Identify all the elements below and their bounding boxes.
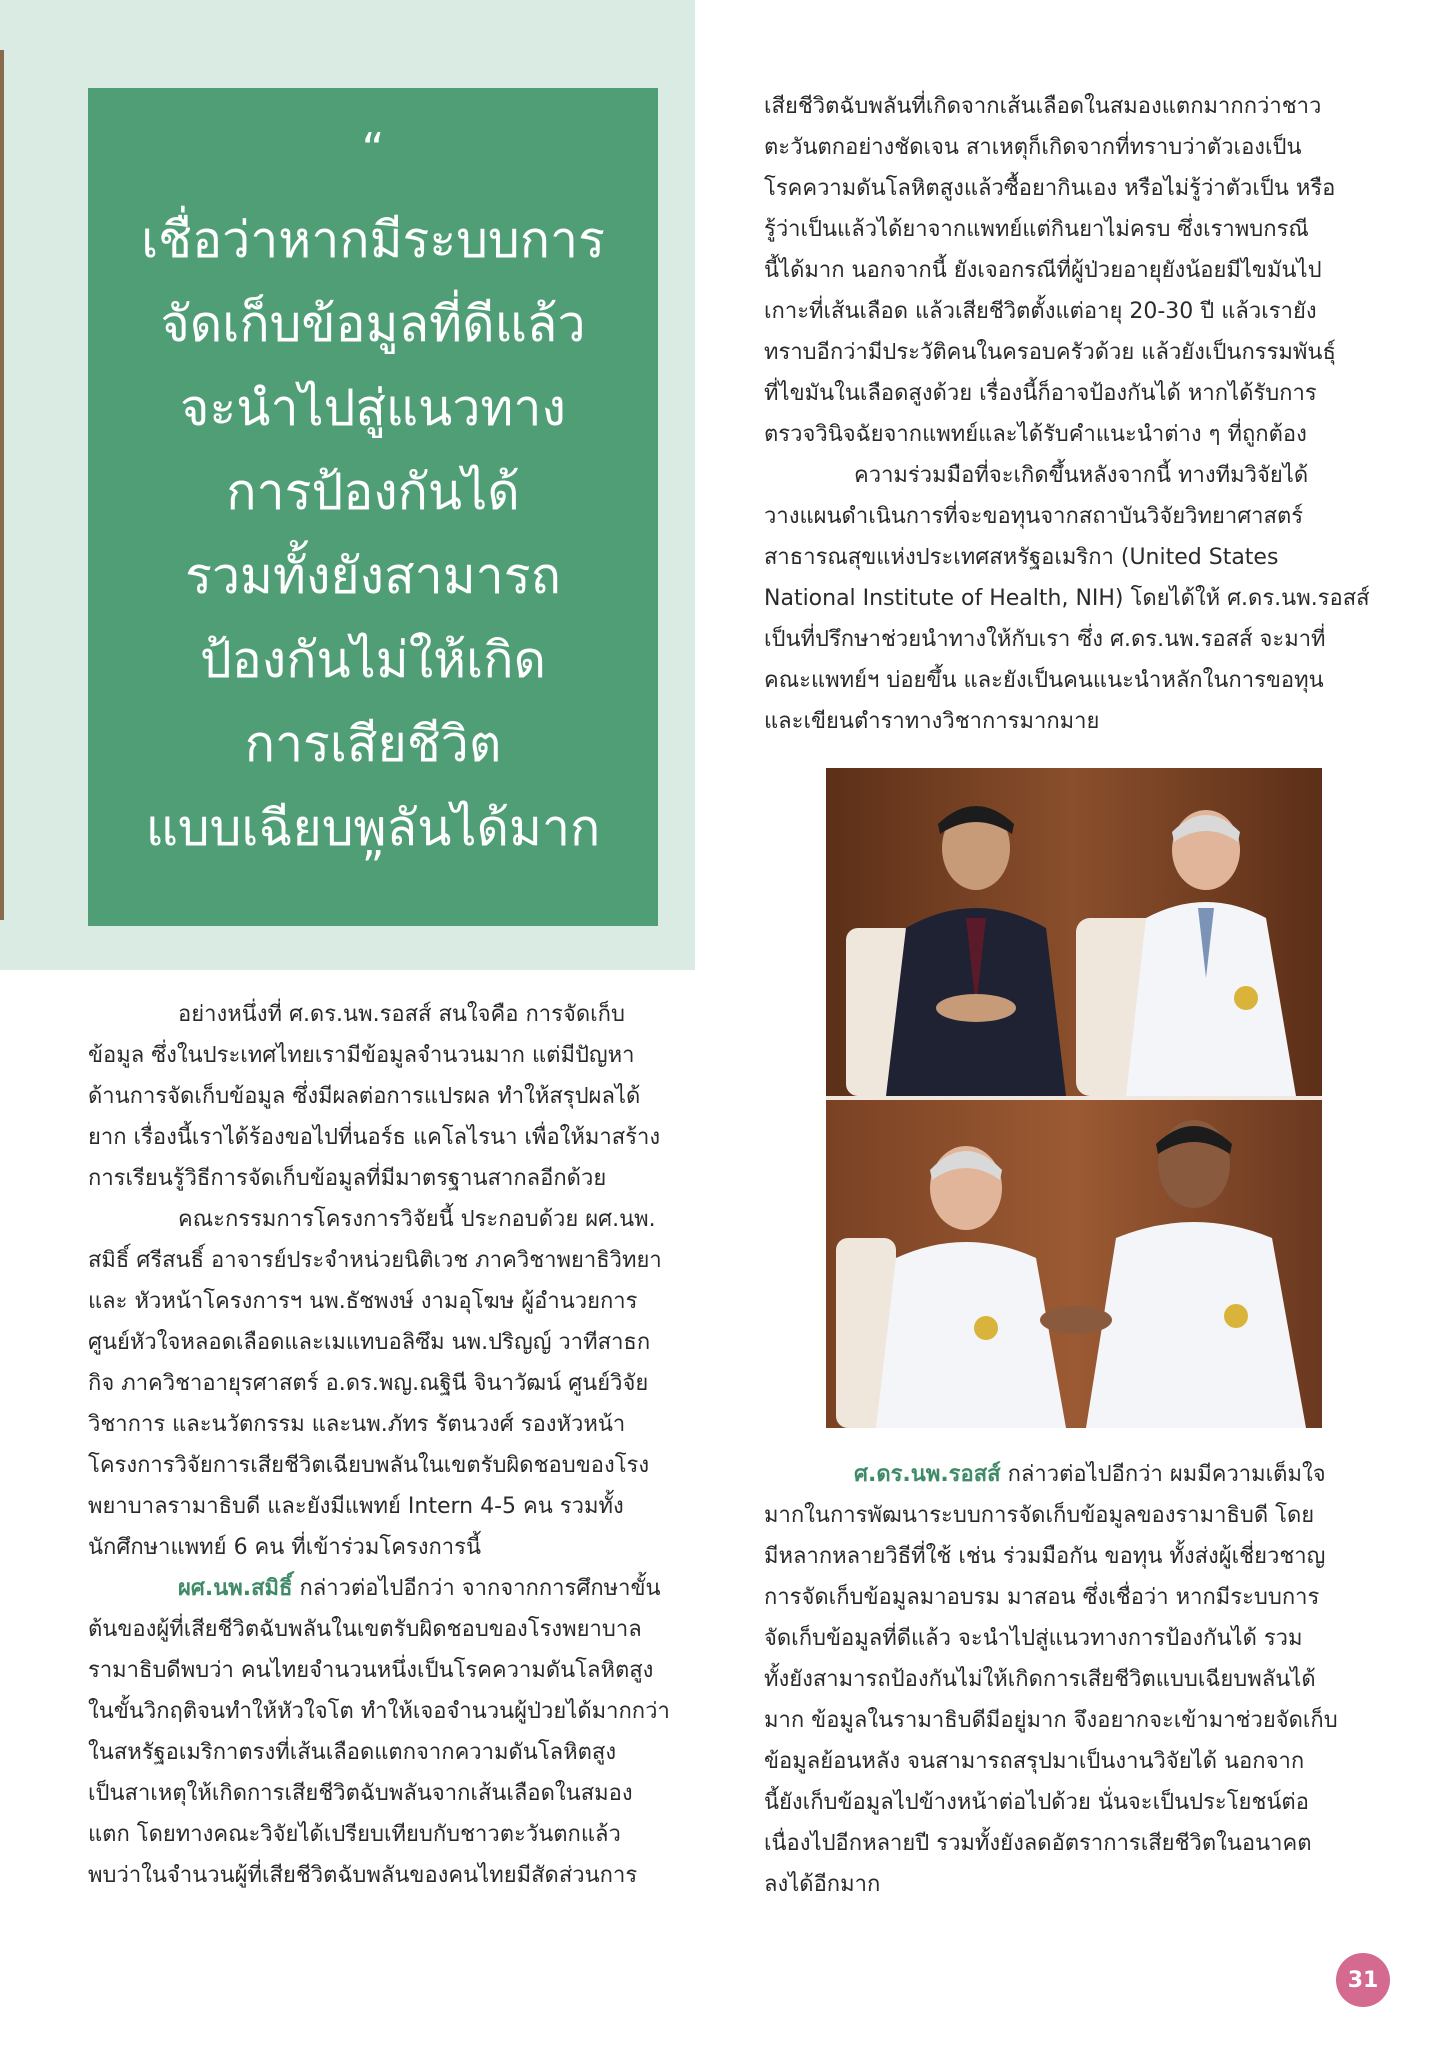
text-line: นี้ได้มาก นอกจากนี้ ยังเจอกรณีที่ผู้ป่วยอายุยังน้อยมีไขมันไป (764, 258, 1322, 283)
text-line: มาก ข้อมูลในรามาธิบดีมีอยู่มาก จึงอยากจะเข้ามาช่วยจัดเก็บ (764, 1708, 1338, 1733)
pull-quote-line: แบบเฉียบพลันได้มาก (145, 799, 601, 857)
text-line: มากในการพัฒนาระบบการจัดเก็บข้อมูลของรามาธิบดี โดย (764, 1503, 1315, 1528)
text-line: และ หัวหน้าโครงการฯ นพ.ธัชพงษ์ งามอุโฆษ ผู้อำนวยการ (88, 1289, 638, 1314)
text-line: สาธารณสุขแห่งประเทศสหรัฐอเมริกา (United States (764, 545, 1279, 570)
text-line: ด้านการจัดเก็บข้อมูล ซึ่งมีผลต่อการแปรผล ทำให้สรุปผลได้ (88, 1084, 641, 1109)
text-line: ทั้งยังสามารถป้องกันไม่ให้เกิดการเสียชีวิตแบบเฉียบพลันได้ (764, 1667, 1316, 1692)
text-line: ความร่วมมือที่จะเกิดขึ้นหลังจากนี้ ทางทีมวิจัยได้ (854, 463, 1309, 488)
text-line: กิจ ภาควิชาอายุรศาสตร์ อ.ดร.พญ.ณฐินี จินาวัฒน์ ศูนย์วิจัย (88, 1371, 649, 1396)
text-run: กล่าวต่อไปอีกว่า ผมมีความเต็มใจ (1000, 1462, 1326, 1487)
pull-quote-box (88, 88, 658, 926)
text-line: การเรียนรู้วิธีการจัดเก็บข้อมูลที่มีมาตรฐานสากลอีกด้วย (88, 1166, 607, 1191)
paragraph (764, 86, 1378, 455)
left-photo-edge (0, 50, 4, 920)
text-line (764, 1454, 1378, 1495)
text-line: อย่างหนึ่งที่ ศ.ดร.นพ.รอสส์ สนใจคือ การจัดเก็บ (178, 1002, 625, 1027)
text-line: การจัดเก็บข้อมูลมาอบรม มาสอน ซึ่งเชื่อว่า หากมีระบบการ (764, 1585, 1320, 1610)
text-line: นี้ยังเก็บข้อมูลไปข้างหน้าต่อไปด้วย นั่นจะเป็นประโยชน์ต่อ (764, 1790, 1309, 1815)
text-line: ในขั้นวิกฤติจนทำให้หัวใจโต ทำให้เจอจำนวนผู้ป่วยได้มากกว่า (88, 1699, 670, 1724)
pull-quote-line: การป้องกันได้ (226, 463, 520, 521)
open-quote-mark: “ (361, 124, 385, 175)
page-number: 31 (1347, 1967, 1379, 1993)
text-line (88, 1568, 696, 1609)
text-line: คณะกรรมการโครงการวิจัยนี้ ประกอบด้วย ผศ.นพ. (178, 1207, 656, 1232)
right-column-body-bottom (764, 1454, 1378, 1905)
text-run: กล่าวต่อไปอีกว่า จากจากการศึกษาขั้น (292, 1576, 661, 1601)
text-line: วางแผนดำเนินการที่จะขอทุนจากสถาบันวิจัยวิทยาศาสตร์ (764, 504, 1304, 529)
text-line: ข้อมูลย้อนหลัง จนสามารถสรุปมาเป็นงานวิจัยได้ นอกจาก (764, 1749, 1305, 1774)
text-line: เป็นที่ปรึกษาช่วยนำทางให้กับเรา ซึ่ง ศ.ดร.นพ.รอสส์ จะมาที่ (764, 627, 1326, 652)
text-line: รามาธิบดีพบว่า คนไทยจำนวนหนึ่งเป็นโรคความดันโลหิตสูง (88, 1658, 654, 1683)
text-line: National Institute of Health, NIH) โดยได้ให้ ศ.ดร.นพ.รอสส์ (764, 586, 1370, 611)
speaker-name: ศ.ดร.นพ.รอสส์ (854, 1462, 1001, 1487)
text-line: เกาะที่เส้นเลือด แล้วเสียชีวิตตั้งแต่อายุ 20-30 ปี แล้วเรายัง (764, 299, 1317, 324)
text-line: สมิธิ์ ศรีสนธิ์ อาจารย์ประจำหน่วยนิติเวช ภาควิชาพยาธิวิทยา (88, 1248, 662, 1273)
text-line: ตะวันตกอย่างชัดเจน สาเหตุก็เกิดจากที่ทราบว่าตัวเองเป็น (764, 135, 1302, 160)
speaker-name: ผศ.นพ.สมิธิ์ (178, 1576, 293, 1601)
text-line: ตรวจวินิจฉัยจากแพทย์และได้รับคำแนะนำต่าง ๆ ที่ถูกต้อง (764, 422, 1307, 447)
text-line: และเขียนตำราทางวิชาการมากมาย (764, 709, 1100, 734)
text-line: เสียชีวิตฉับพลันที่เกิดจากเส้นเลือดในสมองแตกมากกว่าชาว (764, 94, 1322, 119)
photo-divider (826, 1096, 1322, 1100)
text-line: ข้อมูล ซึ่งในประเทศไทยเรามีข้อมูลจำนวนมาก แต่มีปัญหา (88, 1043, 635, 1068)
pull-quote-line: จัดเก็บข้อมูลที่ดีแล้ว (160, 295, 586, 353)
text-line: มีหลากหลายวิธีที่ใช้ เช่น ร่วมมือกัน ขอทุน ทั้งส่งผู้เชี่ยวชาญ (764, 1544, 1326, 1569)
pull-quote-line: รวมทั้งยังสามารถ (185, 547, 561, 605)
text-line: แตก โดยทางคณะวิจัยได้เปรียบเทียบกับชาวตะวันตกแล้ว (88, 1822, 621, 1847)
text-line: ทราบอีกว่ามีประวัติคนในครอบครัวด้วย แล้วยังเป็นกรรมพันธุ์ (764, 340, 1336, 365)
paragraph (764, 455, 1378, 742)
text-line: นักศึกษาแพทย์ 6 คน ที่เข้าร่วมโครงการนี้ (88, 1535, 482, 1560)
text-line: โรคความดันโลหิตสูงแล้วซื้อยากินเอง หรือไม่รู้ว่าตัวเป็น หรือ (764, 176, 1336, 201)
pull-quote-line: ป้องกันไม่ให้เกิด (200, 631, 546, 689)
text-line: จัดเก็บข้อมูลที่ดีแล้ว จะนำไปสู่แนวทางการป้องกันได้ รวม (764, 1626, 1303, 1651)
text-line: ลงได้อีกมาก (764, 1872, 881, 1897)
left-column-body (88, 994, 696, 1896)
page-number-badge (1336, 1953, 1390, 2007)
pull-quote-text (88, 198, 658, 870)
right-column-body-top (764, 86, 1378, 742)
text-line: เป็นสาเหตุให้เกิดการเสียชีวิตฉับพลันจากเส้นเลือดในสมอง (88, 1781, 633, 1806)
paragraph (88, 1568, 696, 1896)
text-line: พบว่าในจำนวนผู้ที่เสียชีวิตฉับพลันของคนไทยมีสัดส่วนการ (88, 1863, 638, 1888)
text-line: ในสหรัฐอเมริกาตรงที่เส้นเลือดแตกจากความดันโลหิตสูง (88, 1740, 617, 1765)
text-line: ต้นของผู้ที่เสียชีวิตฉับพลันในเขตรับผิดชอบของโรงพยาบาล (88, 1617, 642, 1642)
text-line: รู้ว่าเป็นแล้วได้ยาจากแพทย์แต่กินยาไม่ครบ ซึ่งเราพบกรณี (764, 217, 1309, 242)
interview-photo (826, 768, 1322, 1428)
text-line: ศูนย์หัวใจหลอดเลือดและเมแทบอลิซึม นพ.ปริญญ์ วาทีสาธก (88, 1330, 651, 1355)
text-line: วิชาการ และนวัตกรรม และนพ.ภัทร รัตนวงศ์ รองหัวหน้า (88, 1412, 626, 1437)
pull-quote-line: เชื่อว่าหากมีระบบการ (141, 211, 605, 269)
text-line: ที่ไขมันในเลือดสูงด้วย เรื่องนี้ก็อาจป้องกันได้ หากได้รับการ (764, 381, 1317, 406)
paragraph (764, 1454, 1378, 1905)
text-line: โครงการวิจัยการเสียชีวิตเฉียบพลันในเขตรับผิดชอบของโรง (88, 1453, 650, 1478)
paragraph (88, 1199, 696, 1568)
text-line: พยาบาลรามาธิบดี และยังมีแพทย์ Intern 4-5 คน รวมทั้ง (88, 1494, 624, 1519)
text-line: คณะแพทย์ฯ บ่อยขึ้น และยังเป็นคนแนะนำหลักในการขอทุน (764, 668, 1324, 693)
close-quote-mark: ” (361, 842, 385, 893)
paragraph (88, 994, 696, 1199)
text-line: ยาก เรื่องนี้เราได้ร้องขอไปที่นอร์ธ แคโลไรนา เพื่อให้มาสร้าง (88, 1125, 661, 1150)
pull-quote-line: จะนำไปสู่แนวทาง (180, 379, 566, 437)
pull-quote-line: การเสียชีวิต (244, 715, 502, 773)
text-line: เนื่องไปอีกหลายปี รวมทั้งยังลดอัตราการเสียชีวิตในอนาคต (764, 1831, 1312, 1856)
